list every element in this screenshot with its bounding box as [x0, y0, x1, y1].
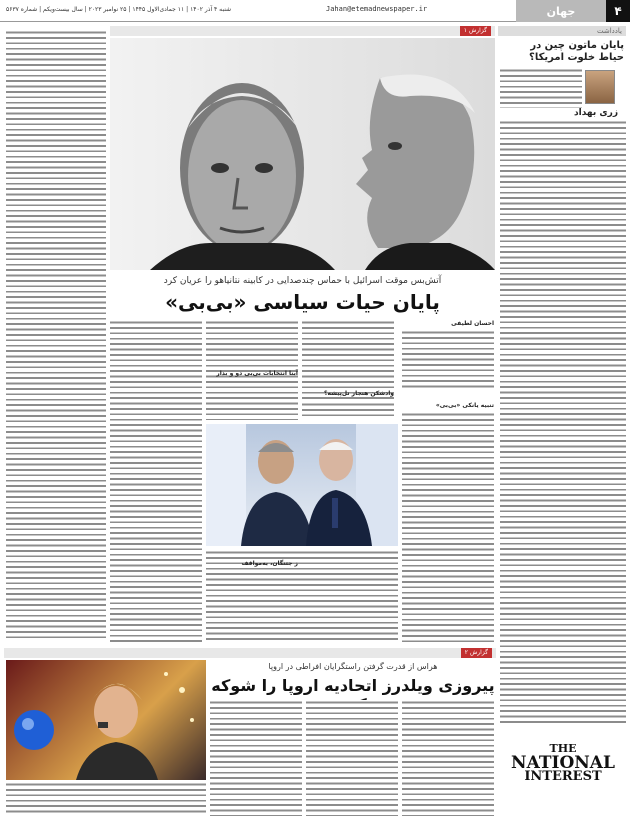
main-subhead-5: ز جتنگان، به‌مواقف [241, 560, 298, 567]
column-label: یادداشت [597, 27, 622, 35]
main-text-col-2-mid [302, 402, 394, 420]
author-photo [585, 70, 615, 104]
main-subhead-2: وادشکن هنجار تل‌پیشه؟ [323, 390, 394, 397]
second-text-col-2 [306, 700, 398, 816]
second-text-col-1 [402, 700, 494, 816]
section-name: جهان [516, 0, 606, 22]
main-story-strip [110, 26, 495, 36]
second-story-strip [4, 648, 496, 658]
column-text-intro [500, 68, 582, 108]
main-byline: احسان لطیفی [451, 320, 494, 327]
second-story-tag: گزارش ۲ [461, 648, 492, 658]
dateline: شنبه ۴ آذر ۱۴۰۲ | ۱۱ جمادی‌الاول ۱۴۴۵ | ۲۵ نوامبر ۲۰۲۳ | سال بیست‌ویکم | شماره ۵۶۳۷ [6, 6, 232, 13]
second-headline: پیروزی ویلدرز اتحادیه اروپا را شوکه [211, 676, 495, 695]
left-body-text [6, 30, 106, 642]
second-subheadline: هراس از قدرت گرفتن راستگرایان افراطی در اروپا [268, 662, 438, 671]
photo-caption [6, 782, 206, 816]
page-number: ۴ [606, 0, 630, 22]
national-interest-logo [503, 742, 623, 784]
column-label-strip [498, 26, 626, 36]
second-text-col-3 [210, 700, 302, 816]
main-photo [110, 38, 495, 270]
main-subhead-4: تنبیه یانکی «بی‌بی» [435, 402, 494, 409]
logo-line-1: THE [549, 742, 577, 755]
inset-illustration [206, 424, 398, 546]
main-text-col-1-top [402, 330, 494, 390]
logo-line-3: INTEREST [524, 769, 602, 784]
portrait-illustration [110, 38, 495, 270]
main-subhead-3: آبنا انتخابات بی‌بی دو و بدار [216, 370, 298, 377]
second-story-photo [6, 660, 206, 780]
author-name: زری بهداد [574, 108, 618, 118]
main-story-tag: گزارش ۱ [460, 26, 491, 36]
column-title: پایان ماتون چین در حیاط خلوت امریکا؟ [529, 40, 624, 63]
inset-photo [206, 424, 398, 546]
logo-line-2: NATIONAL [511, 753, 615, 773]
main-subheadline: آتش‌بس موقت اسرائیل با حماس چندصدایی در کابینه نتانیاهو را عریان کرد [163, 276, 442, 286]
speaker-illustration [6, 660, 206, 780]
column-body-text [500, 120, 626, 725]
main-text-col-4 [110, 320, 202, 642]
section-email: Jahan@etemadnewspaper.ir [326, 5, 428, 13]
main-headline: پایان حیات سیاسی «بی‌بی» [165, 290, 440, 314]
main-text-col-1-bottom [402, 412, 494, 642]
